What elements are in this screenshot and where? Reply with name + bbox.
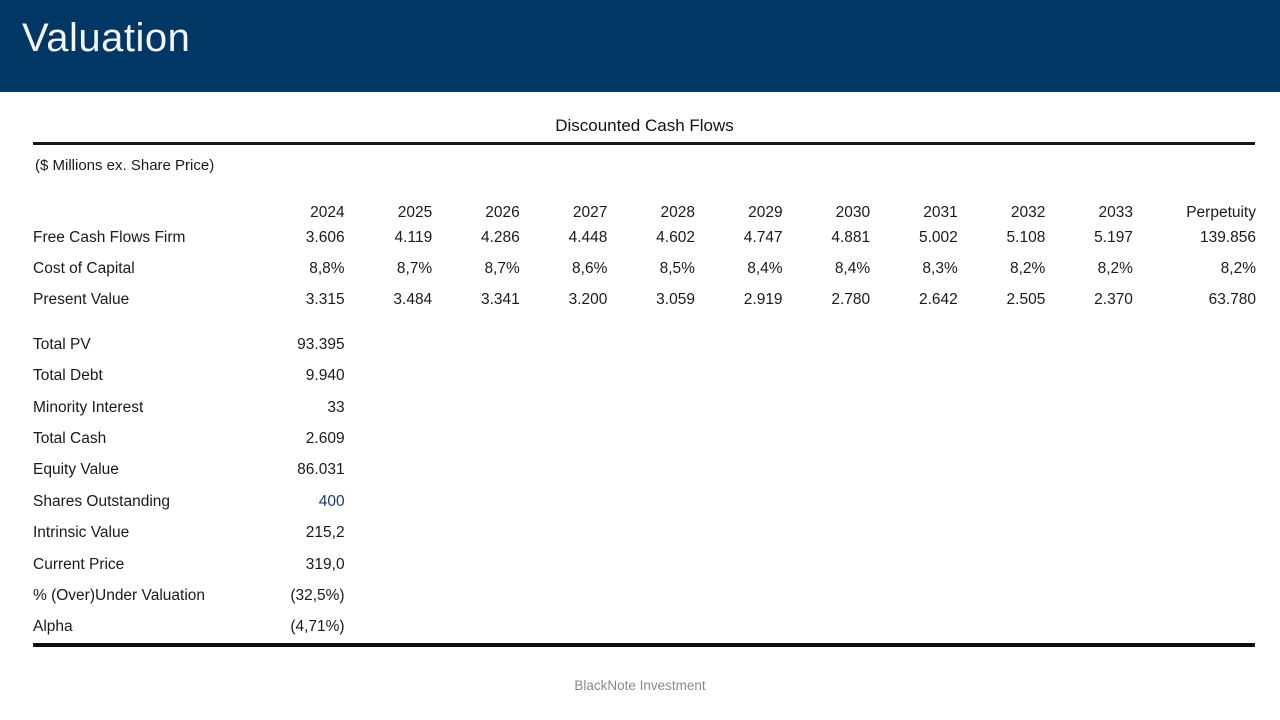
column-header: 2024 (310, 204, 345, 221)
summary-row-equity-value (33, 455, 1256, 486)
cell-value: 4.602 (656, 228, 695, 246)
summary-row-shares-outstanding (33, 486, 1256, 517)
cell-value: 5.197 (1094, 228, 1133, 246)
cell-value: 86.031 (297, 461, 345, 479)
cell-value: 63.780 (1208, 291, 1256, 309)
row-label: Total PV (33, 335, 91, 353)
cell-value: 2.370 (1094, 291, 1133, 309)
cell-value-input: 400 (318, 492, 345, 510)
row-label: Shares Outstanding (33, 492, 171, 510)
cell-value: 139.856 (1199, 228, 1256, 246)
table-title: Discounted Cash Flows (555, 116, 734, 135)
column-header: 2026 (485, 204, 520, 221)
column-header: Perpetuity (1186, 204, 1256, 221)
cell-value: 8,4% (834, 260, 871, 278)
summary-row-over-under-valuation (33, 580, 1256, 611)
table-header-row (33, 202, 1256, 222)
cell-value: 4.448 (568, 228, 608, 246)
cell-value: 8,5% (659, 260, 695, 278)
summary-row-minority-interest (33, 392, 1256, 423)
cell-value: 215,2 (305, 524, 345, 542)
cell-value: 5.108 (1006, 228, 1046, 246)
cell-value: 8,2% (1010, 260, 1046, 278)
cell-value: 3.315 (305, 291, 345, 309)
table-row-free-cash-flows-firm (33, 222, 1256, 253)
summary-row-total-debt (33, 361, 1256, 392)
slide-title-banner (0, 0, 1280, 92)
table-row-cost-of-capital (33, 253, 1256, 284)
row-label: Equity Value (33, 461, 119, 479)
cell-value: 8,4% (747, 260, 783, 278)
column-header: 2032 (1010, 204, 1046, 221)
row-label: Cost of Capital (33, 260, 135, 278)
bottom-rule (33, 643, 1255, 647)
cell-value: 8,6% (572, 260, 608, 278)
row-label: Intrinsic Value (33, 524, 130, 542)
summary-row-alpha (33, 612, 1256, 643)
cell-value: 4.119 (394, 228, 433, 246)
cell-value: 2.780 (831, 291, 871, 309)
units-note: ($ Millions ex. Share Price) (35, 157, 215, 174)
row-label: Current Price (33, 555, 125, 573)
row-label: Total Cash (33, 430, 107, 448)
cell-value: 2.505 (1006, 291, 1046, 309)
cell-value: 93.395 (297, 335, 345, 353)
cell-value: 4.881 (831, 228, 871, 246)
column-header: 2030 (835, 204, 871, 221)
cell-value: 3.059 (656, 291, 695, 309)
column-header: 2027 (572, 204, 608, 221)
cell-value: 5.002 (918, 228, 958, 246)
row-label: Free Cash Flows Firm (33, 228, 186, 246)
cell-value: 4.286 (480, 228, 520, 246)
cell-value: 3.200 (568, 291, 608, 309)
column-header: 2031 (923, 204, 958, 221)
row-label: Present Value (33, 291, 130, 309)
row-label: % (Over)Under Valuation (33, 586, 206, 604)
header-empty-cell (33, 202, 257, 222)
page-title: Valuation (22, 16, 191, 60)
summary-row-current-price (33, 549, 1256, 580)
cell-value: 8,8% (309, 260, 345, 278)
cell-value: 33 (327, 398, 345, 416)
top-rule (33, 142, 1255, 145)
row-label: Alpha (33, 618, 73, 636)
row-label: Total Debt (33, 367, 103, 385)
column-header: 2025 (397, 204, 433, 221)
cell-value: 8,3% (922, 260, 958, 278)
cell-value: 8,7% (484, 260, 520, 278)
cell-value: 8,2% (1220, 260, 1256, 278)
cell-value: 3.341 (480, 291, 520, 309)
column-header: 2029 (748, 204, 783, 221)
cell-value: 2.609 (305, 430, 345, 448)
cell-value: 8,2% (1097, 260, 1133, 278)
cell-value: (4,71%) (290, 618, 345, 636)
table-row-present-value (33, 285, 1256, 316)
cell-value: 3.606 (305, 228, 345, 246)
section-spacer (33, 316, 1256, 329)
dcf-table (33, 202, 1256, 643)
cell-value: 2.919 (743, 291, 783, 309)
summary-row-total-cash (33, 423, 1256, 454)
cell-value: 319,0 (305, 555, 345, 573)
cell-value: 9.940 (305, 367, 345, 385)
footer-brand: BlackNote Investment (574, 678, 706, 693)
column-header: 2028 (660, 204, 695, 221)
cell-value: 3.484 (393, 291, 433, 309)
cell-value: (32,5%) (290, 586, 345, 604)
cell-value: 4.747 (743, 228, 783, 246)
cell-value: 2.642 (918, 291, 958, 309)
summary-row-intrinsic-value (33, 518, 1256, 549)
row-label: Minority Interest (33, 398, 144, 416)
cell-value: 8,7% (396, 260, 433, 278)
column-header: 2033 (1098, 204, 1133, 221)
summary-row-total-pv (33, 329, 1256, 360)
